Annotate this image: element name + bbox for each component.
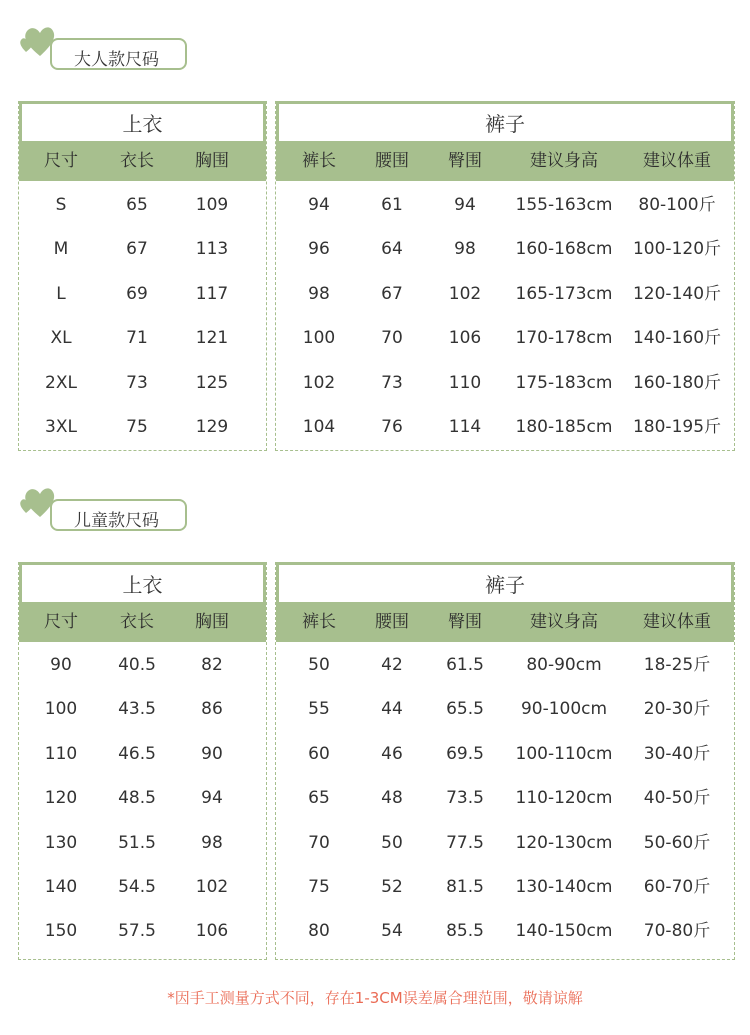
- table-cell: 64: [381, 239, 403, 260]
- table-cell: 98: [308, 283, 330, 304]
- table-cell: 102: [195, 877, 229, 897]
- table-cell: 102: [448, 283, 482, 304]
- adult-pants-table: [275, 101, 735, 451]
- table-cell: 73: [381, 372, 403, 393]
- col-header-chest: 胸围: [195, 612, 229, 632]
- table-cell: M: [53, 239, 69, 260]
- table-cell: 121: [195, 328, 229, 349]
- adult-top-table: [18, 101, 267, 451]
- table-cell: 160-180斤: [632, 372, 722, 393]
- table-cell: 75: [308, 877, 330, 897]
- table-cell: 180-185cm: [515, 417, 613, 437]
- table-cell: 65: [126, 195, 148, 215]
- kids-top-title: 上衣: [19, 562, 266, 602]
- table-cell: 48: [381, 788, 403, 809]
- table-cell: 110: [448, 372, 482, 393]
- table-cell: 80: [308, 921, 330, 942]
- table-cell: 80-100斤: [638, 195, 716, 215]
- kids-section-tag: [18, 477, 178, 537]
- adult-pants-header-row: [276, 141, 734, 181]
- table-cell: 40.5: [118, 655, 156, 675]
- table-cell: 42: [381, 655, 403, 675]
- table-cell: 100-110cm: [515, 743, 613, 764]
- table-cell: 82: [201, 655, 223, 675]
- table-cell: 129: [195, 417, 229, 437]
- table-cell: 50-60斤: [643, 832, 711, 853]
- table-cell: 104: [302, 417, 336, 437]
- col-header-size: 尺寸: [44, 151, 78, 171]
- table-cell: 54.5: [118, 877, 156, 897]
- table-cell: 81.5: [446, 877, 484, 897]
- adult-section-label: 大人款尺码: [74, 50, 159, 70]
- kids-pants-table: [275, 562, 735, 960]
- table-cell: 57.5: [118, 921, 156, 942]
- table-cell: 48.5: [118, 788, 156, 809]
- table-cell: 165-173cm: [515, 283, 613, 304]
- table-cell: 109: [195, 195, 229, 215]
- table-cell: 117: [195, 283, 229, 304]
- adult-section-pill: [50, 38, 187, 70]
- table-cell: 140: [44, 877, 78, 897]
- table-cell: 69: [126, 283, 148, 304]
- table-cell: L: [56, 283, 66, 304]
- table-cell: 90: [201, 743, 223, 764]
- table-cell: 100: [302, 328, 336, 349]
- table-cell: 86: [201, 699, 223, 720]
- table-cell: 75: [126, 417, 148, 437]
- table-cell: 65: [308, 788, 330, 809]
- table-cell: 2XL: [45, 372, 77, 393]
- table-cell: 110-120cm: [515, 788, 613, 809]
- table-cell: 40-50斤: [643, 788, 711, 809]
- col-header-length: 衣长: [120, 612, 154, 632]
- table-cell: 69.5: [446, 743, 484, 764]
- table-cell: 140-160斤: [632, 328, 722, 349]
- table-cell: 130-140cm: [515, 877, 613, 897]
- col-header-length: 衣长: [120, 151, 154, 171]
- table-cell: 50: [308, 655, 330, 675]
- table-cell: 170-178cm: [515, 328, 613, 349]
- table-cell: 113: [195, 239, 229, 260]
- table-cell: 94: [201, 788, 223, 809]
- table-cell: 52: [381, 877, 403, 897]
- adult-top-header-row: [19, 141, 266, 181]
- table-cell: 70-80斤: [643, 921, 711, 942]
- col-header-size: 尺寸: [44, 612, 78, 632]
- col-header-height: 建议身高: [530, 151, 598, 171]
- table-cell: S: [55, 195, 67, 215]
- table-cell: 71: [126, 328, 148, 349]
- col-header-pant-length: 裤长: [302, 612, 336, 632]
- col-header-hip: 臀围: [448, 151, 482, 171]
- table-cell: 30-40斤: [643, 743, 711, 764]
- kids-section-label: 儿童款尺码: [74, 511, 159, 531]
- table-cell: 67: [381, 283, 403, 304]
- table-cell: 175-183cm: [515, 372, 613, 393]
- col-header-weight: 建议体重: [643, 151, 711, 171]
- kids-section-pill: [50, 499, 187, 531]
- table-cell: 46.5: [118, 743, 156, 764]
- adult-pants-title: 裤子: [276, 101, 734, 141]
- table-cell: 114: [448, 417, 482, 437]
- col-header-hip: 臀围: [448, 612, 482, 632]
- table-cell: 61: [381, 195, 403, 215]
- adult-top-title: 上衣: [19, 101, 266, 141]
- table-cell: 43.5: [118, 699, 156, 720]
- table-cell: 44: [381, 699, 403, 720]
- col-header-chest: 胸围: [195, 151, 229, 171]
- table-cell: 102: [302, 372, 336, 393]
- table-cell: 20-30斤: [643, 699, 711, 720]
- table-cell: 130: [44, 832, 78, 853]
- table-cell: 180-195斤: [632, 417, 722, 437]
- table-cell: 160-168cm: [515, 239, 613, 260]
- table-cell: 77.5: [446, 832, 484, 853]
- table-cell: 76: [381, 417, 403, 437]
- table-cell: 3XL: [45, 417, 77, 437]
- table-cell: 55: [308, 699, 330, 720]
- table-cell: 61.5: [446, 655, 484, 675]
- col-header-waist: 腰围: [375, 151, 409, 171]
- table-cell: 60: [308, 743, 330, 764]
- table-cell: 98: [454, 239, 476, 260]
- table-cell: XL: [50, 328, 72, 349]
- table-cell: 106: [448, 328, 482, 349]
- table-cell: 67: [126, 239, 148, 260]
- kids-top-header-row: [19, 602, 266, 642]
- table-cell: 106: [195, 921, 229, 942]
- kids-pants-header-row: [276, 602, 734, 642]
- kids-pants-title: 裤子: [276, 562, 734, 602]
- table-cell: 60-70斤: [643, 877, 711, 897]
- table-cell: 140-150cm: [515, 921, 613, 942]
- table-cell: 110: [44, 743, 78, 764]
- table-cell: 65.5: [446, 699, 484, 720]
- table-cell: 70: [308, 832, 330, 853]
- table-cell: 51.5: [118, 832, 156, 853]
- table-cell: 50: [381, 832, 403, 853]
- table-cell: 150: [44, 921, 78, 942]
- table-cell: 80-90cm: [526, 655, 602, 675]
- table-cell: 73.5: [446, 788, 484, 809]
- table-cell: 125: [195, 372, 229, 393]
- table-cell: 98: [201, 832, 223, 853]
- table-cell: 100-120斤: [632, 239, 722, 260]
- adult-section-tag: [18, 16, 178, 76]
- table-cell: 100: [44, 699, 78, 720]
- table-cell: 73: [126, 372, 148, 393]
- kids-top-table: [18, 562, 267, 960]
- table-cell: 46: [381, 743, 403, 764]
- table-cell: 85.5: [446, 921, 484, 942]
- table-cell: 120-140斤: [632, 283, 722, 304]
- table-cell: 94: [454, 195, 476, 215]
- table-cell: 70: [381, 328, 403, 349]
- col-header-pant-length: 裤长: [302, 151, 336, 171]
- table-cell: 54: [381, 921, 403, 942]
- col-header-weight: 建议体重: [643, 612, 711, 632]
- table-cell: 90-100cm: [520, 699, 608, 720]
- table-cell: 96: [308, 239, 330, 260]
- col-header-waist: 腰围: [375, 612, 409, 632]
- measurement-note: *因手工测量方式不同，存在1-3CM误差属合理范围，敬请谅解: [167, 989, 583, 1007]
- table-cell: 18-25斤: [643, 655, 711, 675]
- table-cell: 120-130cm: [515, 832, 613, 853]
- table-cell: 94: [308, 195, 330, 215]
- table-cell: 155-163cm: [515, 195, 613, 215]
- table-cell: 120: [44, 788, 78, 809]
- col-header-height: 建议身高: [530, 612, 598, 632]
- table-cell: 90: [50, 655, 72, 675]
